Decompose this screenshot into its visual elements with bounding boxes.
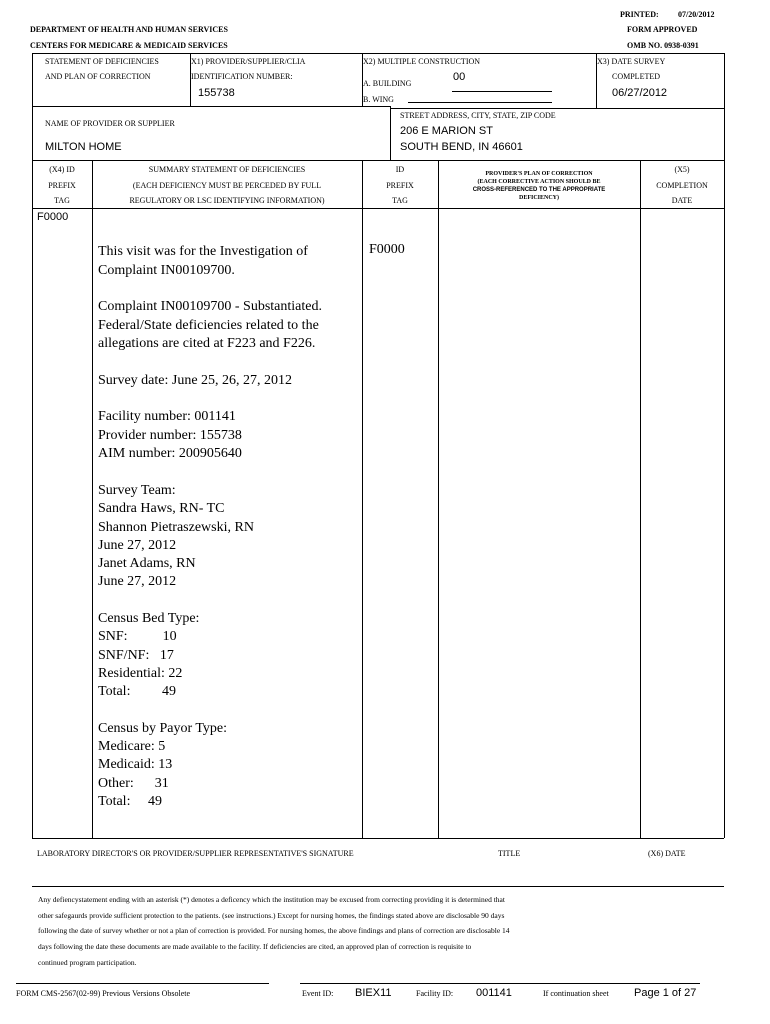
x6-date-label: (X6) DATE xyxy=(648,849,686,858)
city-value: SOUTH BEND, IN 46601 xyxy=(400,141,523,153)
text-line: Total: 49 xyxy=(98,794,162,809)
signature-divider xyxy=(32,886,724,887)
text-line: Census Bed Type: xyxy=(98,611,200,626)
event-id-label: Event ID: xyxy=(302,989,334,998)
text-line: Provider number: 155738 xyxy=(98,428,242,443)
x2-label: X2) MULTIPLE CONSTRUCTION xyxy=(363,57,481,66)
event-id-value: BIEX11 xyxy=(355,987,392,999)
left-prefix-tag: F0000 xyxy=(37,211,69,223)
text-line: Complaint IN00109700. xyxy=(98,263,235,278)
address-label: STREET ADDRESS, CITY, STATE, ZIP CODE xyxy=(400,111,556,120)
street-value: 206 E MARION ST xyxy=(400,125,493,137)
disclaimer-line: following the date of survey whether or not a plan of correction is provided. For nursing homes, the above findings and plans of correction are disclosable 14 xyxy=(38,926,510,935)
wing-label: B. WING xyxy=(363,95,394,104)
text-line: SNF/NF: 17 xyxy=(98,648,174,663)
statement-label: STATEMENT OF DEFICIENCIES xyxy=(45,57,159,66)
completed-label: COMPLETED xyxy=(612,72,660,81)
text-line: Shannon Pietraszewski, RN xyxy=(98,520,254,535)
building-underline xyxy=(452,91,552,92)
text-line: Residential: 22 xyxy=(98,666,183,681)
survey-date-value: 06/27/2012 xyxy=(612,87,668,99)
x4-header-1: (X4) ID xyxy=(49,165,75,174)
provider-name-label: NAME OF PROVIDER OR SUPPLIER xyxy=(45,119,175,128)
text-line: Facility number: 001141 xyxy=(98,409,236,424)
text-line: Other: 31 xyxy=(98,776,169,791)
text-line: This visit was for the Investigation of xyxy=(98,244,308,259)
right-prefix-tag: F0000 xyxy=(369,242,405,257)
omb-number: OMB NO. 0938-0391 xyxy=(627,41,699,50)
plan-header-2: (EACH CORRECTIVE ACTION SHOULD BE xyxy=(477,179,601,185)
building-label: A. BUILDING xyxy=(363,79,412,88)
page-number: Page 1 of 27 xyxy=(634,987,697,999)
printed-date: 07/20/2012 xyxy=(678,10,715,19)
text-line: Medicare: 5 xyxy=(98,739,166,754)
title-label: TITLE xyxy=(498,849,521,858)
text-line: June 27, 2012 xyxy=(98,574,177,589)
form-approved: FORM APPROVED xyxy=(627,25,698,34)
disclaimer-line: days following the date these documents are made available to the facility. If deficiencies are cited, an approved plan of correction is requisite to xyxy=(38,942,472,951)
director-signature-label: LABORATORY DIRECTOR'S OR PROVIDER/SUPPLIER REPRESENTATIVE'S SIGNATURE xyxy=(37,849,354,858)
printed-label: PRINTED: xyxy=(620,10,659,19)
text-line: Total: 49 xyxy=(98,684,176,699)
facility-id-value: 001141 xyxy=(476,987,512,999)
id-header-1: ID xyxy=(395,165,405,174)
provider-name-value: MILTON HOME xyxy=(45,141,122,153)
department-title: DEPARTMENT OF HEALTH AND HUMAN SERVICES xyxy=(30,25,228,34)
building-value: 00 xyxy=(453,71,466,83)
disclaimer-line: Any defiencystatement ending with an asterisk (*) denotes a deficency which the institution may be excused from correcting providing it is determined that xyxy=(38,895,505,904)
plan-header-1: PROVIDER'S PLAN OF CORRECTION xyxy=(485,171,593,177)
provider-number-value: 155738 xyxy=(198,87,235,99)
plan-header-4: DEFICIENCY) xyxy=(518,195,559,201)
id-header-2: PREFIX xyxy=(386,181,414,190)
x3-label: X3) DATE SURVEY xyxy=(597,57,666,66)
x1-label: X1) PROVIDER/SUPPLIER/CLIA xyxy=(191,57,306,66)
form-number: FORM CMS-2567(02-99) Previous Versions Obsolete xyxy=(16,989,191,998)
text-line: Complaint IN00109700 - Substantiated. xyxy=(98,299,322,314)
plan-label: AND PLAN OF CORRECTION xyxy=(45,72,151,81)
text-line: Survey Team: xyxy=(98,483,176,498)
wing-underline xyxy=(408,102,552,103)
x5-header-2: COMPLETION xyxy=(656,181,708,190)
text-line: Federal/State deficiencies related to the xyxy=(98,318,319,333)
identification-label: IDENTIFICATION NUMBER: xyxy=(191,72,293,81)
text-line: Census by Payor Type: xyxy=(98,721,228,736)
text-line: Janet Adams, RN xyxy=(98,556,196,571)
disclaimer-line: other safegaurds provide sufficient protection to the patients. (see instructions.) Except for nursing homes, the findings stated above are disclosable 90 days xyxy=(38,911,505,920)
x4-header-2: PREFIX xyxy=(48,181,76,190)
facility-id-label: Facility ID: xyxy=(416,989,454,998)
text-line: Survey date: June 25, 26, 27, 2012 xyxy=(98,373,293,388)
summary-header-3: REGULATORY OR LSC IDENTIFYING INFORMATION) xyxy=(129,196,325,205)
x5-header-3: DATE xyxy=(671,196,693,205)
text-line: allegations are cited at F223 and F226. xyxy=(98,336,316,351)
continuation-label: If continuation sheet xyxy=(543,989,609,998)
footer-divider-right xyxy=(300,983,700,984)
footer-divider-left xyxy=(16,983,269,984)
text-line: AIM number: 200905640 xyxy=(98,446,242,461)
id-header-3: TAG xyxy=(392,196,408,205)
disclaimer-line: continued program participation. xyxy=(38,958,137,967)
plan-header-3: CROSS-REFERENCED TO THE APPROPRIATE xyxy=(472,187,606,193)
text-line: Sandra Haws, RN- TC xyxy=(98,501,225,516)
text-line: Medicaid: 13 xyxy=(98,757,173,772)
centers-title: CENTERS FOR MEDICARE & MEDICAID SERVICES xyxy=(30,41,228,50)
x4-header-3: TAG xyxy=(54,196,70,205)
text-line: SNF: 10 xyxy=(98,629,177,644)
text-line: June 27, 2012 xyxy=(98,538,177,553)
summary-header-1: SUMMARY STATEMENT OF DEFICIENCIES xyxy=(148,165,306,174)
summary-header-2: (EACH DEFICIENCY MUST BE PERCEDED BY FULL xyxy=(132,181,322,190)
x5-header-1: (X5) xyxy=(674,165,690,174)
